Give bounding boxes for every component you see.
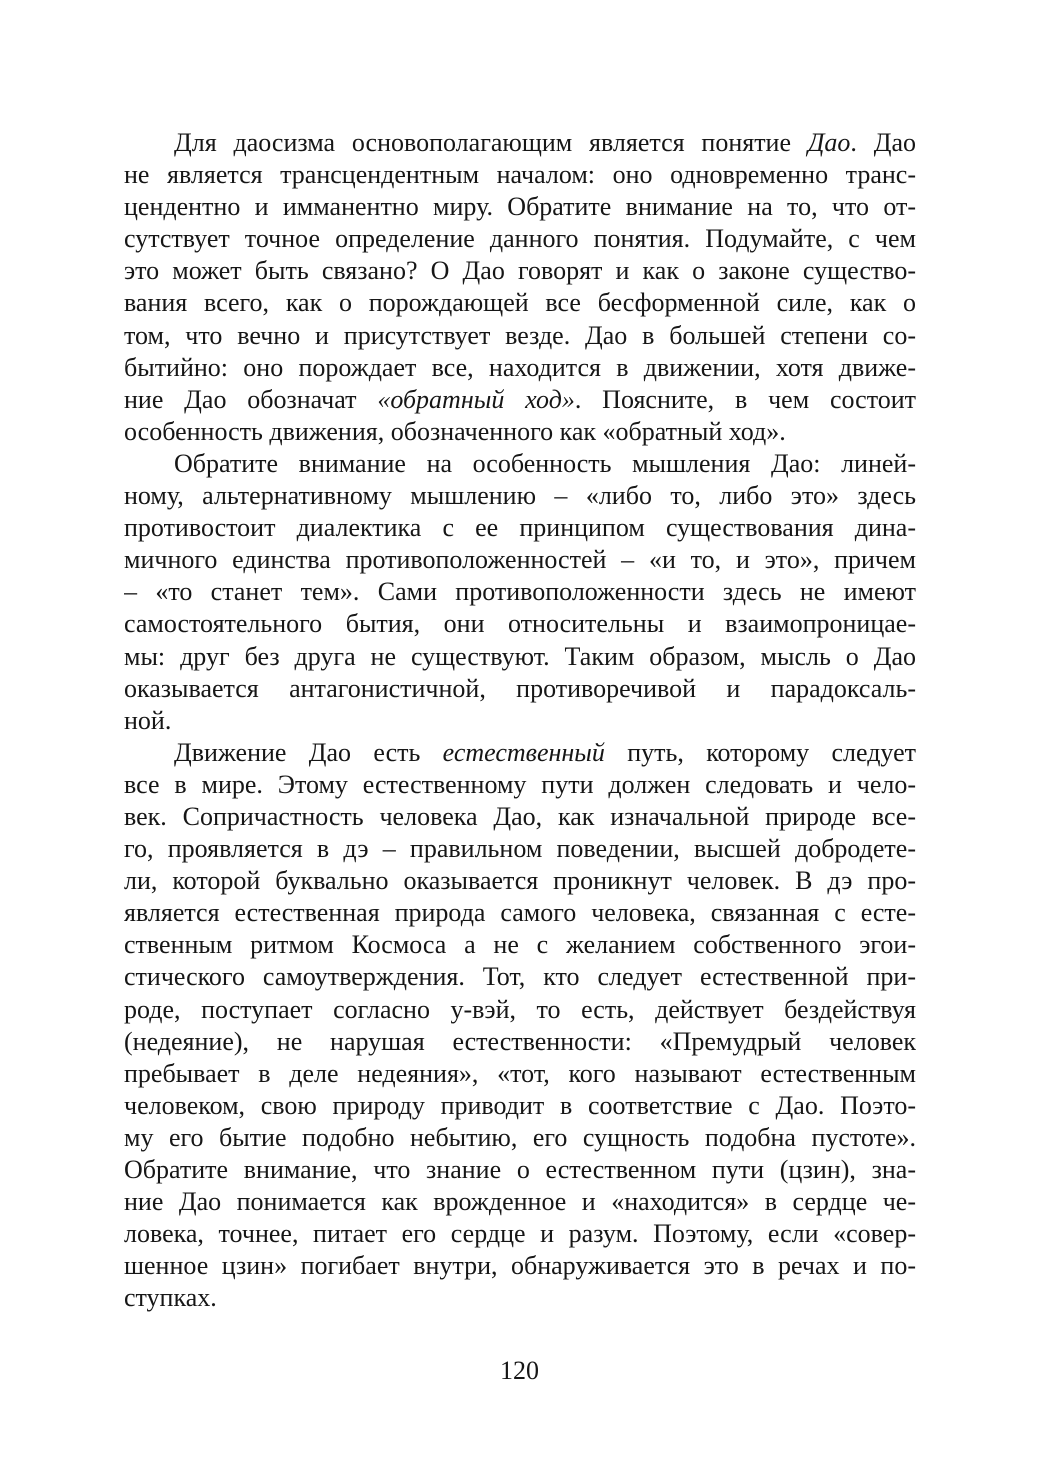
text-line: ли, которой буквально оказывается проникнут человек. В дэ про-: [124, 866, 916, 896]
text-segment: . Поясните, в чем состоит: [574, 384, 916, 414]
text-line: шенное цзин» погибает внутри, обнаруживается это в речах и по-: [124, 1251, 916, 1281]
text-line: Обратите внимание, что знание о естественном пути (цзин), зна-: [124, 1155, 916, 1184]
text-line: самостоятельного бытия, они относительны и взаимопроницае-: [124, 609, 916, 639]
text-line: [124, 384, 916, 416]
paragraph: [124, 127, 916, 448]
text-line: Обратите внимание на особенность мышления Дао: линей-: [174, 448, 916, 478]
paragraph: [124, 737, 916, 1315]
text-line: стического самоутверждения. Тот, кто следует естественной при-: [124, 962, 916, 992]
text-segment: . Дао: [850, 128, 916, 157]
text-line: ственным ритмом Космоса а не с желанием собственного эгои-: [124, 930, 916, 960]
text-line: ступках.: [124, 1283, 217, 1313]
page-number: 120: [500, 1356, 539, 1385]
text-line: (недеяние), не нарушая естественности: «Премудрый человек: [124, 1026, 916, 1056]
text-line: вания всего, как о порождающей все бесформенной силе, как о: [124, 288, 916, 318]
text-line: бытийно: оно порождает все, находится в движении, хотя движе-: [124, 352, 916, 382]
book-page-text: [124, 127, 916, 1314]
text-line: цендентно и имманентно миру. Обратите внимание на то, что от-: [124, 192, 916, 222]
text-line: ние Дао понимается как врожденное и «находится» в сердце че-: [124, 1187, 916, 1217]
text-line: это может быть связано? О Дао говорят и как о законе существо-: [124, 256, 916, 286]
text-line: го, проявляется в дэ – правильном поведении, высшей добродете-: [124, 834, 916, 864]
text-line: му его бытие подобно небытию, его сущность подобна пустоте».: [124, 1122, 916, 1152]
text-line: все в мире. Этому естественному пути должен следовать и чело-: [124, 769, 916, 799]
text-segment: ние Дао обозначат: [124, 384, 378, 414]
text-line: противостоит диалектика с ее принципом существования дина-: [124, 513, 916, 543]
text-line: [124, 737, 916, 769]
text-line: сутствует точное определение данного понятия. Подумайте, с чем: [124, 224, 916, 254]
text-line: роде, поступает согласно у-вэй, то есть, действует бездействуя: [124, 994, 916, 1024]
text-segment: Движение Дао есть: [174, 737, 443, 767]
text-line: является естественная природа самого человека, связанная с есте-: [124, 898, 916, 928]
text-line: не является трансцендентным началом: оно одновременно транс-: [124, 160, 916, 190]
italic-term: Дао: [807, 128, 851, 157]
text-line: век. Сопричастность человека Дао, как изначальной природе все-: [124, 801, 916, 831]
text-line: – «то станет тем». Сами противоположенности здесь не имеют: [124, 577, 916, 607]
text-line: мичного единства противоположенностей – «и то, и это», причем: [124, 545, 916, 575]
text-line: особенность движения, обозначенного как «обратный ход».: [124, 416, 786, 446]
text-line: пребывает в деле недеяния», «тот, кого называют естественным: [124, 1058, 916, 1088]
text-line: оказывается антагонистичной, противоречивой и парадоксаль-: [124, 673, 916, 703]
text-line: ловека, точнее, питает его сердце и разум. Поэтому, если «совер-: [124, 1219, 916, 1249]
paragraph: [124, 448, 916, 737]
italic-term: «обратный ход»: [377, 384, 575, 414]
text-line: том, что вечно и присутствует везде. Дао в большей степени со-: [124, 320, 916, 350]
italic-term: естественный: [442, 737, 605, 767]
text-line: ному, альтернативному мышлению – «либо то, либо это» здесь: [124, 481, 916, 511]
text-line: [124, 127, 916, 159]
text-segment: Для даосизма основополагающим является понятие: [174, 128, 808, 157]
text-line: ной.: [124, 705, 172, 735]
text-segment: путь, которому следует: [604, 737, 916, 767]
text-line: человеком, свою природу приводит в соответствие с Дао. Поэто-: [124, 1090, 916, 1120]
text-line: мы: друг без друга не существуют. Таким образом, мысль о Дао: [124, 641, 916, 671]
